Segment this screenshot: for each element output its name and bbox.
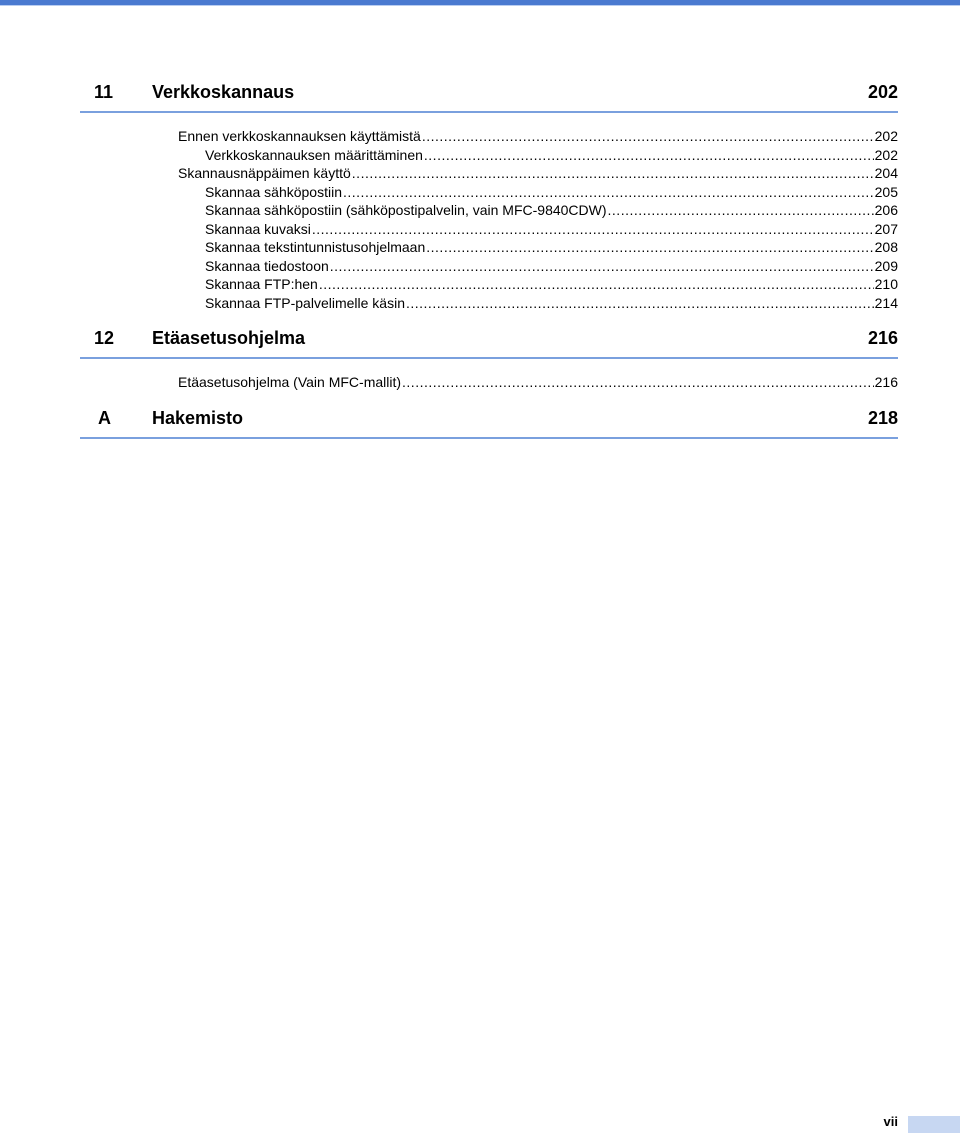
dot-leader [402,373,874,392]
toc-appendix-a [80,408,898,439]
toc-entry-page: 202 [874,146,898,163]
toc-entry[interactable] [80,164,898,183]
toc-entry-label: Skannaa tekstintunnistusohjelmaan [205,239,426,255]
toc-entry-label: Skannaa FTP-palvelimelle käsin [205,294,405,311]
toc-entry-label: Skannaa sähköpostiin (sähköpostipalvelin, vain MFC-9840CDW) [205,202,607,218]
toc-entry[interactable] [80,127,898,146]
toc-chapter-11 [80,82,898,318]
toc-entry[interactable] [80,146,898,165]
chapter-number: A [98,407,111,428]
top-header-bar-shadow [0,5,960,6]
dot-leader [424,146,874,165]
dot-leader [343,183,874,202]
page-number: vii [883,1114,898,1129]
dot-leader [426,238,873,257]
chapter-page: 216 [867,328,898,348]
toc-entry-page: 206 [874,202,898,218]
toc-entry-label: Skannaa sähköpostiin [205,183,342,200]
toc-entry-page: 208 [874,239,898,255]
toc-entry-page: 202 [874,128,898,144]
toc-entry[interactable] [80,373,898,392]
toc-entry-label: Skannaa tiedostoon [205,257,329,274]
toc-entry-label: Verkkoskannauksen määrittäminen [205,146,423,163]
toc-chapter-12 [80,328,898,398]
toc-entry[interactable] [80,183,898,202]
chapter-page: 202 [867,82,898,102]
chapter-title: Etäasetusohjelma [152,328,306,348]
chapter-heading[interactable] [80,82,898,113]
toc-entry-page: 204 [874,165,898,181]
chapter-heading[interactable] [80,328,898,359]
dot-leader [352,164,874,183]
chapter-heading[interactable] [80,408,898,439]
toc-entry-page: 216 [874,374,898,390]
toc-entry[interactable] [80,220,898,239]
toc-entry-label: Etäasetusohjelma (Vain MFC-mallit) [178,374,402,390]
toc-entry-label: Ennen verkkoskannauksen käyttämistä [178,128,421,144]
toc-entry[interactable] [80,201,898,220]
dot-leader [319,275,874,294]
toc-entry-page: 214 [874,294,898,311]
toc-entry[interactable] [80,275,898,294]
chapter-title: Verkkoskannaus [152,82,295,102]
dot-leader [406,294,874,313]
chapter-title: Hakemisto [152,407,244,428]
toc-entry-list [80,113,898,318]
toc-entry-list [80,359,898,398]
dot-leader [312,220,874,239]
toc-entry-label: Skannaa FTP:hen [205,276,318,292]
toc-entry-page: 207 [874,220,898,237]
chapter-number: 12 [94,328,115,348]
toc-entry[interactable] [80,294,898,313]
chapter-page: 218 [867,407,898,428]
toc-entry-label: Skannaa kuvaksi [205,220,311,237]
table-of-contents [80,82,898,449]
dot-leader [330,257,874,276]
dot-leader [608,201,874,220]
footer-tab-marker [908,1116,960,1133]
toc-entry-label: Skannausnäppäimen käyttö [178,165,351,181]
toc-entry[interactable] [80,257,898,276]
toc-entry-page: 205 [874,183,898,200]
dot-leader [422,127,874,146]
toc-entry-page: 210 [874,276,898,292]
toc-entry-page: 209 [874,257,898,274]
chapter-number: 11 [94,82,114,102]
toc-entry[interactable] [80,238,898,257]
